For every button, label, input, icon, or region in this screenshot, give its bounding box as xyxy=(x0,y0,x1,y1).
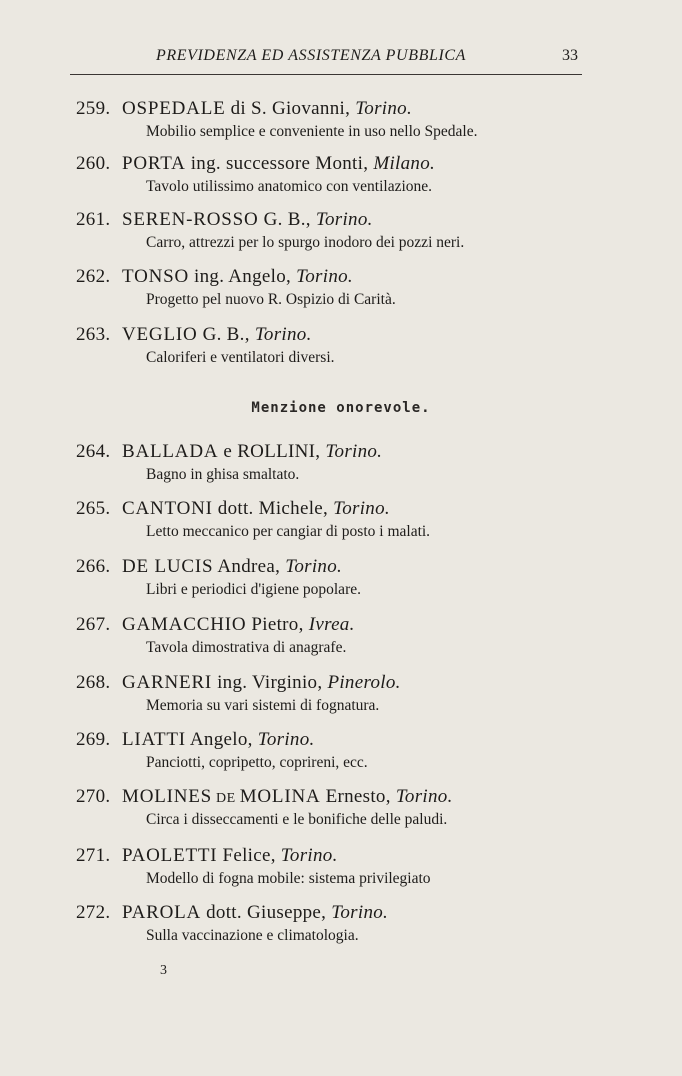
exhibitor-details: Ernesto, xyxy=(320,786,396,807)
exhibitor-city: Ivrea. xyxy=(308,614,355,635)
entry-description: Sulla vaccinazione e climatologia. xyxy=(146,927,359,944)
exhibitor-city: Torino. xyxy=(331,902,389,923)
entry-number: 265. xyxy=(76,498,111,519)
page-number: 33 xyxy=(562,47,578,64)
entry-heading xyxy=(122,845,338,867)
entry-description: Carro, attrezzi per lo spurgo inodoro dei pozzi neri. xyxy=(146,234,465,251)
entry-description: Tavolo utilissimo anatomico con ventilazione. xyxy=(146,178,433,195)
entry-number: 260. xyxy=(76,153,111,174)
entry-heading xyxy=(122,441,382,463)
exhibitor-details: ing. Virginio, xyxy=(212,672,328,693)
exhibitor-details: ing. Angelo, xyxy=(189,266,297,287)
exhibitor-details: Felice, xyxy=(217,845,281,866)
exhibitor-city: Torino. xyxy=(333,498,390,519)
name-particle: DE xyxy=(212,791,240,806)
entry-description: Modello di fogna mobile: sistema privilegiato xyxy=(146,870,431,887)
entry-heading xyxy=(122,498,390,520)
entry-number: 259. xyxy=(76,98,111,119)
exhibitor-city: Torino. xyxy=(280,845,338,866)
entry-number: 267. xyxy=(76,614,111,635)
entry-number: 270. xyxy=(76,786,111,807)
entry-heading xyxy=(122,324,312,346)
exhibitor-city: Pinerolo. xyxy=(327,672,401,693)
entry-heading xyxy=(122,153,435,175)
exhibitor-city: Torino. xyxy=(254,324,312,345)
entry-heading xyxy=(122,672,401,694)
exhibitor-name: OSPEDALE xyxy=(122,98,226,119)
exhibitor-city: Torino. xyxy=(296,266,353,287)
running-header xyxy=(70,47,582,69)
exhibitor-details: ing. successore Monti, xyxy=(185,153,374,174)
exhibitor-city: Torino. xyxy=(325,441,383,462)
exhibitor-name: BALLADA xyxy=(122,441,219,462)
exhibitor-name: GARNERI xyxy=(122,672,213,693)
entry-number: 266. xyxy=(76,556,111,577)
exhibitor-city: Torino. xyxy=(395,786,453,807)
exhibitor-details: G. B., xyxy=(258,209,316,230)
entry-description: Circa i disseccamenti e le bonifiche delle paludi. xyxy=(146,811,448,828)
exhibitor-city: Milano. xyxy=(373,153,436,174)
exhibitor-city: Torino. xyxy=(257,729,315,750)
entry-number: 269. xyxy=(76,729,111,750)
exhibitor-name: GAMACCHIO xyxy=(122,614,247,635)
entry-heading xyxy=(122,786,453,808)
exhibitor-city: Torino. xyxy=(355,98,413,119)
exhibitor-name: VEGLIO xyxy=(122,324,198,345)
entry-description: Letto meccanico per cangiar di posto i malati. xyxy=(146,523,431,540)
entry-heading xyxy=(122,556,342,578)
exhibitor-name: SEREN-ROSSO xyxy=(122,209,259,230)
entry-description: Memoria su vari sistemi di fognatura. xyxy=(146,697,380,714)
entry-heading xyxy=(122,98,412,120)
entry-description: Libri e periodici d'igiene popolare. xyxy=(146,581,361,598)
exhibitor-details: di S. Giovanni, xyxy=(225,98,356,119)
header-rule xyxy=(70,74,582,75)
entry-description: Caloriferi e ventilatori diversi. xyxy=(146,349,335,366)
signature-mark: 3 xyxy=(160,963,167,978)
exhibitor-name: CANTONI xyxy=(122,498,213,519)
entry-heading xyxy=(122,209,373,231)
entry-number: 261. xyxy=(76,209,111,230)
exhibitor-name: DE LUCIS xyxy=(122,556,214,577)
exhibitor-details: e ROLLINI, xyxy=(218,441,326,462)
exhibitor-details: G. B., xyxy=(197,324,255,345)
entry-heading xyxy=(122,729,315,751)
exhibitor-name-continued: MOLINA xyxy=(239,786,321,807)
exhibitor-details: Angelo, xyxy=(185,729,258,750)
exhibitor-city: Torino. xyxy=(285,556,343,577)
entry-number: 264. xyxy=(76,441,111,462)
entry-description: Panciotti, copripetto, coprireni, ecc. xyxy=(146,754,368,771)
entry-heading xyxy=(122,266,353,288)
entry-description: Mobilio semplice e conveniente in uso nello Spedale. xyxy=(146,123,478,140)
exhibitor-name: TONSO xyxy=(122,266,189,287)
entry-description: Bagno in ghisa smaltato. xyxy=(146,466,300,483)
entry-heading xyxy=(122,614,355,636)
exhibitor-details: dott. Giuseppe, xyxy=(201,902,332,923)
entry-number: 268. xyxy=(76,672,111,693)
exhibitor-details: Pietro, xyxy=(246,614,309,635)
exhibitor-name: MOLINES xyxy=(122,786,213,807)
exhibitor-name: LIATTI xyxy=(122,729,186,750)
exhibitor-name: PAROLA xyxy=(122,902,202,923)
entry-description: Progetto pel nuovo R. Ospizio di Carità. xyxy=(146,291,396,308)
entry-number: 271. xyxy=(76,845,111,866)
entry-description: Tavola dimostrativa di anagrafe. xyxy=(146,639,347,656)
header-title: PREVIDENZA ED ASSISTENZA PUBBLICA xyxy=(156,47,467,64)
section-title: Menzione onorevole. xyxy=(251,400,431,416)
entry-heading xyxy=(122,902,388,924)
exhibitor-name: PAOLETTI xyxy=(122,845,218,866)
exhibitor-details: dott. Michele, xyxy=(212,498,334,519)
entry-number: 272. xyxy=(76,902,111,923)
exhibitor-city: Torino. xyxy=(315,209,373,230)
exhibitor-details: Andrea, xyxy=(213,556,286,577)
entry-number: 262. xyxy=(76,266,111,287)
entry-number: 263. xyxy=(76,324,111,345)
exhibitor-name: PORTA xyxy=(122,153,186,174)
